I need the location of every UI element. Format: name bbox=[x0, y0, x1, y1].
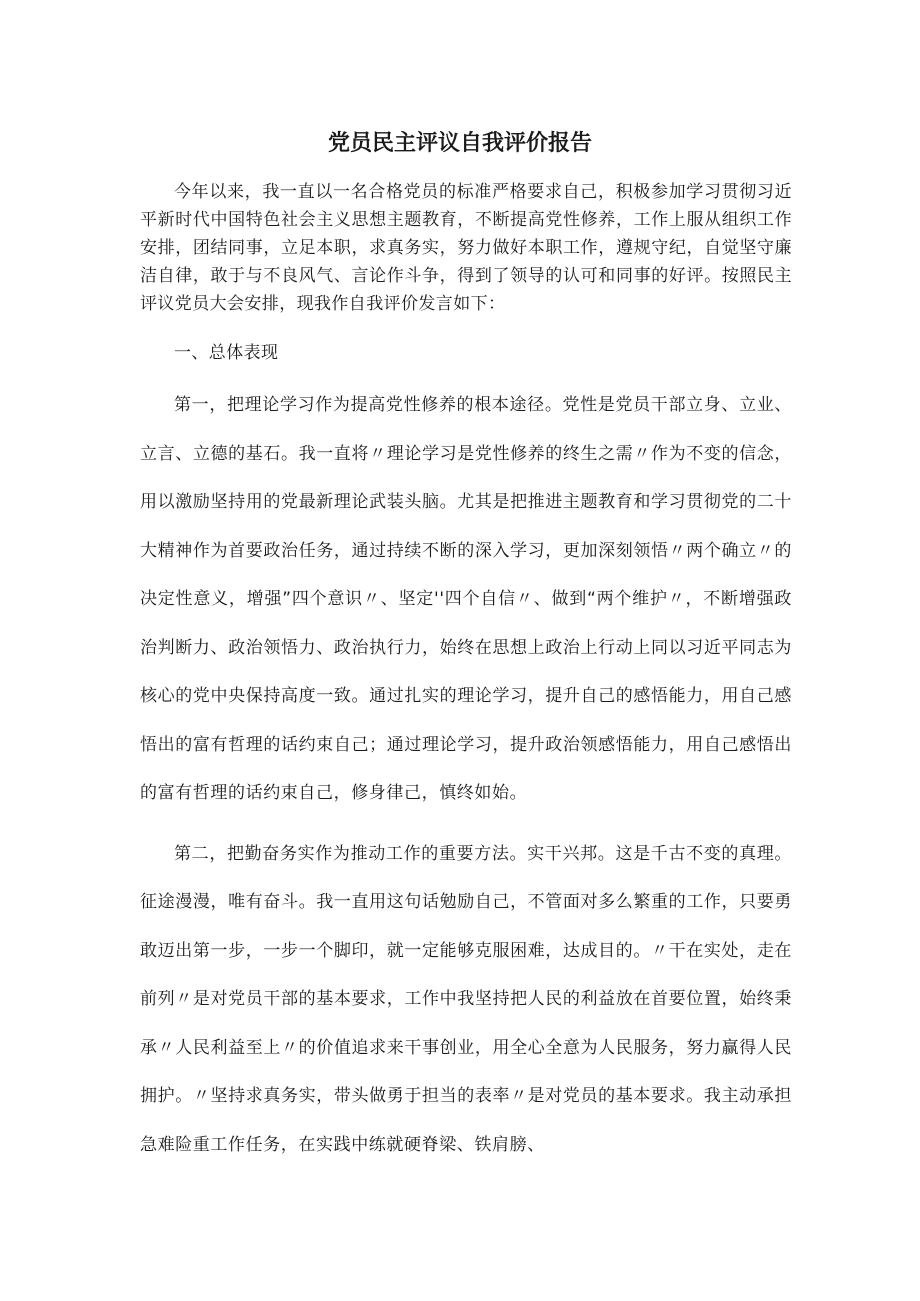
body-paragraph-1: 第一，把理论学习作为提高党性修养的根本途径。党性是党员干部立身、立业、立言、立德的基石。我一直将〃理论学习是党性修养的终生之需〃作为不变的信念，用以激励坚持用的党最新理论武装头脑。尤其是把推进主题教育和学习贯彻党的二十大精神作为首要政治任务，通过持续不断的深入学习，更加深刻领悟〃两个确立〃的决定性意义，增强”四个意识〃、坚定''四个自信〃、做到“两个维护〃，不断增强政治判断力、政治领悟力、政治执行力，始终在思想上政治上行动上同以习近平同志为核心的党中央保持高度一致。通过扎实的理论学习，提升自己的感悟能力，用自己感悟出的富有哲理的话约束自己；通过理论学习，提升政治领感悟能力，用自己感悟出的富有哲理的话约束自己，修身律己，慎终如始。 bbox=[140, 395, 792, 803]
intro-paragraph: 今年以来，我一直以一名合格党员的标准严格要求自己，积极参加学习贯彻习近平新时代中国特色社会主义思想主题教育，不断提高党性修养，工作上服从组织工作安排，团结同事，立足本职，求真务实，努力做好本职工作，遵规守纪，自觉坚守廉洁自律，敢于与不良风气、言论作斗争，得到了领导的认可和同事的好评。按照民主评议党员大会安排，现我作自我评价发言如下： bbox=[140, 182, 792, 314]
document-body bbox=[140, 178, 792, 1169]
document-title: 党员民主评议自我评价报告 bbox=[327, 131, 592, 156]
section-heading: 一、总体表现 bbox=[174, 343, 279, 363]
body-paragraph-2: 第二，把勤奋务实作为推动工作的重要方法。实干兴邦。这是千古不变的真理。征途漫漫，唯有奋斗。我一直用这句话勉励自己，不管面对多么繁重的工作，只要勇敢迈出第一步，一步一个脚印，就一定能够克服困难，达成目的。〃干在实处，走在前列〃是对党员干部的基本要求，工作中我坚持把人民的利益放在首要位置，始终秉承〃人民利益至上〃的价值追求来干事创业，用全心全意为人民服务，努力赢得人民拥护。〃坚持求真务实，带头做勇于担当的表率〃是对党员的基本要求。我主动承担急难险重工作任务，在实践中练就硬脊梁、铁肩膀、 bbox=[140, 843, 792, 1155]
